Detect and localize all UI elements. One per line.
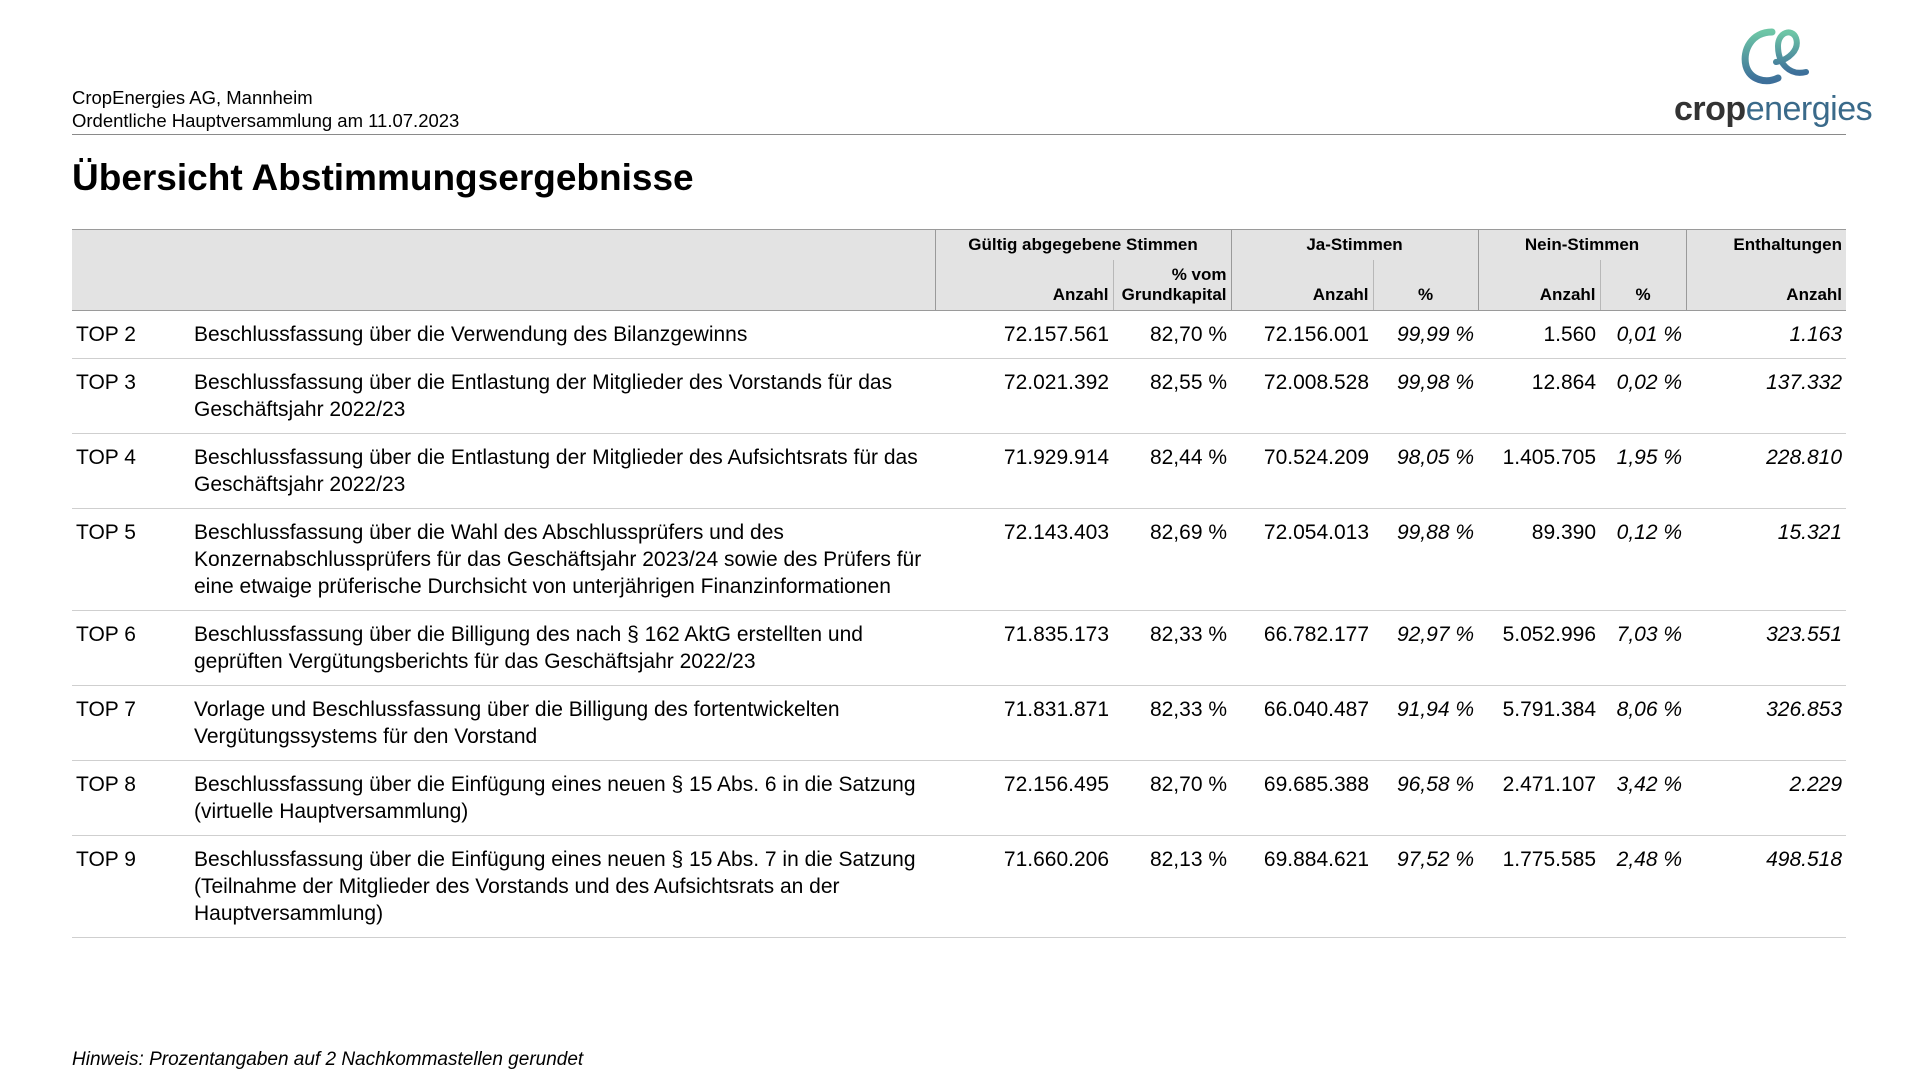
- abstentions-count: 15.321: [1686, 509, 1846, 611]
- valid-votes-pct: 82,13 %: [1113, 836, 1231, 938]
- valid-votes-count: 72.156.495: [935, 761, 1113, 836]
- valid-votes-count: 72.021.392: [935, 359, 1113, 434]
- agenda-item: TOP 5: [72, 509, 194, 611]
- yes-votes-pct: 99,99 %: [1373, 311, 1478, 359]
- logo-text-light: energies: [1745, 90, 1873, 128]
- no-votes-count: 2.471.107: [1478, 761, 1600, 836]
- footnote: Hinweis: Prozentangaben auf 2 Nachkommastellen gerundet: [72, 1049, 584, 1070]
- col-yes-pct: %: [1373, 260, 1478, 311]
- group-abstentions: Enthaltungen: [1686, 230, 1846, 261]
- no-votes-pct: 8,06 %: [1600, 686, 1686, 761]
- yes-votes-count: 66.782.177: [1231, 611, 1373, 686]
- no-votes-pct: 0,02 %: [1600, 359, 1686, 434]
- no-votes-pct: 3,42 %: [1600, 761, 1686, 836]
- agenda-item: TOP 6: [72, 611, 194, 686]
- header-blank: [72, 230, 935, 261]
- yes-votes-count: 70.524.209: [1231, 434, 1373, 509]
- col-valid-pct-line2: Grundkapital: [1121, 285, 1227, 304]
- table-row: [72, 434, 1846, 509]
- yes-votes-pct: 91,94 %: [1373, 686, 1478, 761]
- col-yes-count: Anzahl: [1231, 260, 1373, 311]
- agenda-item: TOP 3: [72, 359, 194, 434]
- no-votes-count: 1.775.585: [1478, 836, 1600, 938]
- no-votes-count: 5.791.384: [1478, 686, 1600, 761]
- logo-text-bold: crop: [1674, 90, 1746, 128]
- logo-wordmark: [1674, 90, 1872, 128]
- resolution-description: Beschlussfassung über die Wahl des Abschlussprüfers und des Konzernabschlussprüfers für das Geschäftsjahr 2023/24 sowie des Prüfers für eine etwaige prüferische Durchsicht von unterjährigen Finanzinformationen: [194, 509, 935, 611]
- agenda-item: TOP 7: [72, 686, 194, 761]
- yes-votes-pct: 99,98 %: [1373, 359, 1478, 434]
- abstentions-count: 137.332: [1686, 359, 1846, 434]
- logo-mark-icon: [1670, 26, 1850, 90]
- yes-votes-pct: 98,05 %: [1373, 434, 1478, 509]
- yes-votes-count: 72.054.013: [1231, 509, 1373, 611]
- yes-votes-count: 72.156.001: [1231, 311, 1373, 359]
- no-votes-count: 12.864: [1478, 359, 1600, 434]
- agenda-item: TOP 8: [72, 761, 194, 836]
- table-body: [72, 311, 1846, 938]
- table-row: [72, 509, 1846, 611]
- table-row: [72, 686, 1846, 761]
- yes-votes-count: 72.008.528: [1231, 359, 1373, 434]
- resolution-description: Beschlussfassung über die Einfügung eines neuen § 15 Abs. 6 in die Satzung (virtuelle Hauptversammlung): [194, 761, 935, 836]
- col-valid-count: Anzahl: [935, 260, 1113, 311]
- no-votes-pct: 0,01 %: [1600, 311, 1686, 359]
- resolution-description: Beschlussfassung über die Einfügung eines neuen § 15 Abs. 7 in die Satzung (Teilnahme der Mitglieder des Vorstands und des Aufsichtsrats an der Hauptversammlung): [194, 836, 935, 938]
- no-votes-count: 1.560: [1478, 311, 1600, 359]
- valid-votes-pct: 82,33 %: [1113, 686, 1231, 761]
- group-no-votes: Nein-Stimmen: [1478, 230, 1686, 261]
- header-blank-sub: [72, 260, 935, 311]
- abstentions-count: 228.810: [1686, 434, 1846, 509]
- col-abstain-count: Anzahl: [1686, 260, 1846, 311]
- yes-votes-pct: 99,88 %: [1373, 509, 1478, 611]
- abstentions-count: 323.551: [1686, 611, 1846, 686]
- valid-votes-pct: 82,44 %: [1113, 434, 1231, 509]
- resolution-description: Beschlussfassung über die Entlastung der Mitglieder des Aufsichtsrats für das Geschäftsjahr 2022/23: [194, 434, 935, 509]
- valid-votes-pct: 82,55 %: [1113, 359, 1231, 434]
- yes-votes-pct: 97,52 %: [1373, 836, 1478, 938]
- voting-results-table: [72, 229, 1846, 938]
- col-valid-pct-line1: % vom: [1171, 265, 1227, 284]
- no-votes-pct: 7,03 %: [1600, 611, 1686, 686]
- cropenergies-logo: [1670, 26, 1873, 132]
- document-header: [72, 86, 1846, 134]
- header-divider: [72, 134, 1846, 135]
- abstentions-count: 2.229: [1686, 761, 1846, 836]
- valid-votes-count: 71.831.871: [935, 686, 1113, 761]
- valid-votes-count: 71.660.206: [935, 836, 1113, 938]
- no-votes-pct: 1,95 %: [1600, 434, 1686, 509]
- valid-votes-count: 72.143.403: [935, 509, 1113, 611]
- no-votes-pct: 0,12 %: [1600, 509, 1686, 611]
- resolution-description: Vorlage und Beschlussfassung über die Billigung des fortentwickelten Vergütungssystems für den Vorstand: [194, 686, 935, 761]
- yes-votes-count: 66.040.487: [1231, 686, 1373, 761]
- table-row: [72, 311, 1846, 359]
- agenda-item: TOP 9: [72, 836, 194, 938]
- valid-votes-pct: 82,70 %: [1113, 761, 1231, 836]
- valid-votes-pct: 82,70 %: [1113, 311, 1231, 359]
- col-valid-pct: [1113, 260, 1231, 311]
- valid-votes-pct: 82,33 %: [1113, 611, 1231, 686]
- yes-votes-count: 69.884.621: [1231, 836, 1373, 938]
- group-yes-votes: Ja-Stimmen: [1231, 230, 1478, 261]
- abstentions-count: 326.853: [1686, 686, 1846, 761]
- resolution-description: Beschlussfassung über die Billigung des nach § 162 AktG erstellten und geprüften Vergütungsberichts für das Geschäftsjahr 2022/23: [194, 611, 935, 686]
- resolution-description: Beschlussfassung über die Verwendung des Bilanzgewinns: [194, 311, 935, 359]
- yes-votes-count: 69.685.388: [1231, 761, 1373, 836]
- agenda-item: TOP 2: [72, 311, 194, 359]
- no-votes-pct: 2,48 %: [1600, 836, 1686, 938]
- valid-votes-count: 72.157.561: [935, 311, 1113, 359]
- company-name: CropEnergies AG, Mannheim: [72, 87, 313, 108]
- agenda-item: TOP 4: [72, 434, 194, 509]
- page-title: Übersicht Abstimmungsergebnisse: [72, 157, 694, 198]
- table-row: [72, 836, 1846, 938]
- table-row: [72, 359, 1846, 434]
- yes-votes-pct: 92,97 %: [1373, 611, 1478, 686]
- resolution-description: Beschlussfassung über die Entlastung der Mitglieder des Vorstands für das Geschäftsjahr 2022/23: [194, 359, 935, 434]
- table-header: [72, 230, 1846, 311]
- no-votes-count: 1.405.705: [1478, 434, 1600, 509]
- valid-votes-count: 71.835.173: [935, 611, 1113, 686]
- table-row: [72, 761, 1846, 836]
- col-no-pct: %: [1600, 260, 1686, 311]
- abstentions-count: 1.163: [1686, 311, 1846, 359]
- meeting-title: Ordentliche Hauptversammlung am 11.07.2023: [72, 110, 460, 131]
- table-row: [72, 611, 1846, 686]
- no-votes-count: 89.390: [1478, 509, 1600, 611]
- col-no-count: Anzahl: [1478, 260, 1600, 311]
- valid-votes-pct: 82,69 %: [1113, 509, 1231, 611]
- abstentions-count: 498.518: [1686, 836, 1846, 938]
- group-valid-votes: Gültig abgegebene Stimmen: [935, 230, 1231, 261]
- no-votes-count: 5.052.996: [1478, 611, 1600, 686]
- yes-votes-pct: 96,58 %: [1373, 761, 1478, 836]
- valid-votes-count: 71.929.914: [935, 434, 1113, 509]
